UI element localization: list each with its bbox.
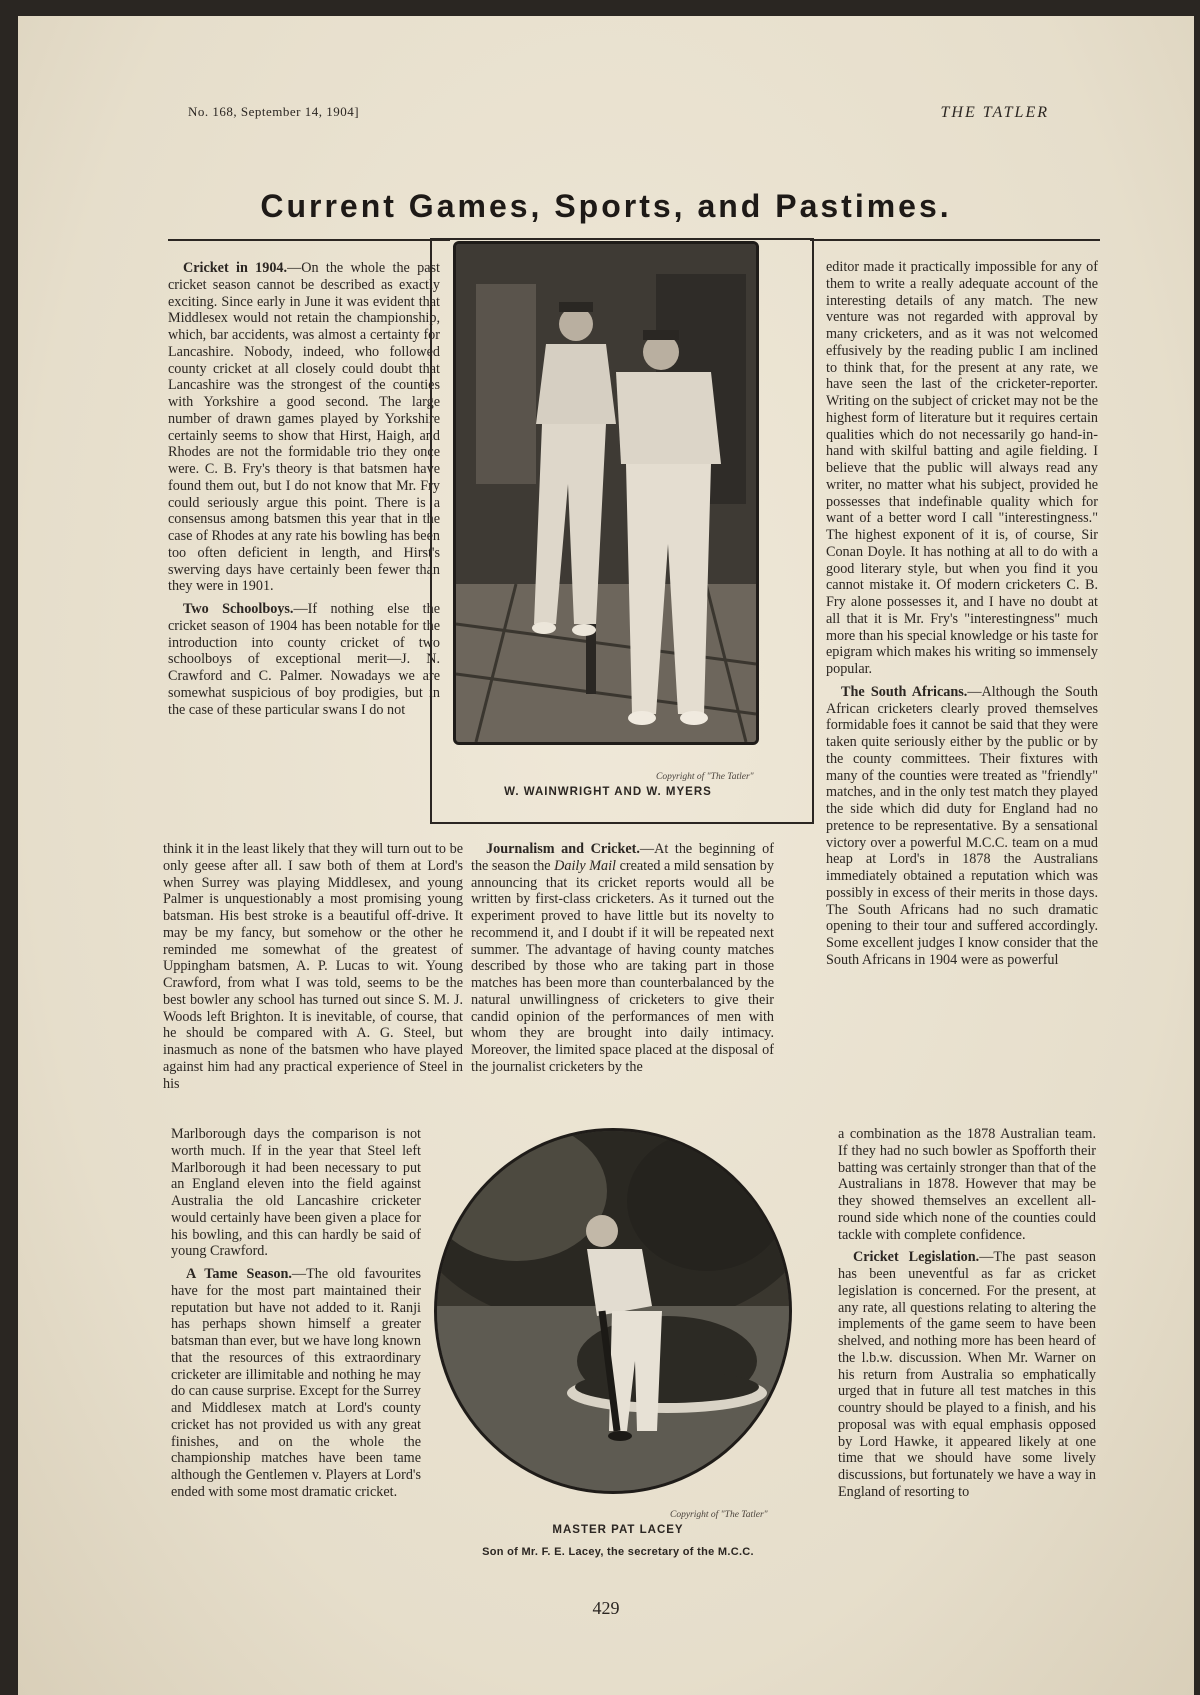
journalism-text-b: created a mild sensation by announcing that its cricket reports would all be written by first-class cricketers. As it turned out the experiment proved to have little but its novelty to recommend it, and I doubt if it will be repeated next summer. The advantage of having county matches described by those who are taking part in those matches has been more than counterbalanced by the natural unwillingness of cricketers to give their candid opinion of the performances of men with whom they are brought into daily intimacy. Moreover, the limited space placed at the disposal of the journalist cricketers by the — [471, 857, 774, 1075]
cricket-legislation-heading: Cricket Legislation. — [853, 1249, 980, 1266]
two-schoolboys-text: —If nothing else the cricket season of 1904 has been notable for the introduction into county cricket of two schoolboys of exceptional merit—J. N. Crawford and C. Palmer. Nowadays we are somewhat suspicious of boy prodigies, but in the case of these particular swans I do not — [168, 601, 440, 718]
two-schoolboys-conclusion: Marlborough days the comparison is not worth much. If in the year that Steel left Marlborough it had been necessary to put an England eleven into the field against Australia the old Lancashire cricketer would certainly have been given a place for his bowling, and this can hardly be said of young Crawford. — [171, 1126, 421, 1260]
two-schoolboys-continued: think it in the least likely that they will turn out to be only geese after all. I saw both of them at Lord's when Surrey was playing Middlesex, and young Palmer is unquestionably a most promising young batsman. His best stroke is a beautiful off-drive. It may be my fancy, but somehow or the other he reminded me somewhat of the greatest of Uppingham batsmen, A. P. Lucas to wit. Young Crawford, from what I was told, seems to be the best bowler any school has turned out since S. M. J. Woods left Brighton. It is inevitable, of course, that he should be compared with A. G. Steel, but inasmuch as none of the batsmen who have played against him had any practical experience of Steel in his — [163, 841, 463, 1092]
cricket-1904-text: —On the whole the past cricket season cannot be described as exactly exciting. Since early in June it was evident that Middlesex would not retain the championship, which, bar accidents, was almost a certainty for Lancashire. Nobody, indeed, who followed county cricket at all closely could doubt that Lancashire was the strongest of the counties with Yorkshire a good second. The large number of drawn games played by Yorkshire certainly seems to show that Hirst, Haigh, and Rhodes are not the formidable trio they once were. C. B. Fry's theory is that batsmen have found them out, but I do not know that Mr. Fry could seriously argue this point. There is a consensus among batsmen this year that in the case of Rhodes at any rate his bowling has been too often deficient in length, and Hirst's swerving days have certainly been fewer than they were in 1901. — [168, 260, 440, 595]
page-number: 429 — [592, 1598, 620, 1618]
magazine-page — [18, 16, 1194, 1695]
column3-upper — [826, 259, 1098, 975]
column2 — [471, 841, 774, 1082]
column3-rule — [810, 239, 1100, 241]
cricketers-illustration — [456, 244, 756, 742]
cricket-1904-heading: Cricket in 1904. — [183, 260, 288, 276]
column1-middle — [163, 841, 463, 1098]
tame-season-heading: A Tame Season. — [186, 1266, 292, 1282]
column1-lower — [171, 1126, 421, 1507]
photo2-caption: MASTER PAT LACEY — [552, 1524, 684, 1536]
south-africans-heading: The South Africans. — [841, 683, 968, 700]
two-schoolboys-heading: Two Schoolboys. — [183, 601, 294, 617]
page-title: Current Games, Sports, and Pastimes. — [260, 188, 952, 224]
cricket-legislation-text: —The past season has been uneventful as far as cricket legislation is concerned. For the present, at any rate, all questions relating to altering the implements of the game seem to have been shelved, and nothing more has been heard of the l.b.w. discussion. When Mr. Warner on his return from Australia so emphatically urged that in future all test matches in this country should be played to a finish, and his proposal was with equal emphasis opposed by Lord Hawke, it appeared likely at one time that we should have some lively discussions, but fortunately we have a way in England of resorting to — [838, 1249, 1096, 1500]
photo1-caption: W. WAINWRIGHT AND W. MYERS — [504, 786, 712, 798]
issue-line: No. 168, September 14, 1904] — [188, 104, 360, 119]
batsman-illustration — [437, 1131, 789, 1491]
south-africans-continued: a combination as the 1878 Australian team. If they had no such bowler as Spofforth their batting was certainly stronger than that of the Australians in 1878. However that may be they showed themselves an excellent all-round side which none of the counties could tackle with complete confidence. — [838, 1126, 1096, 1243]
tame-season-text: —The old favourites have for the most part maintained their reputation but have not added to it. Ranji has perhaps shown himself a greater batsman than ever, but we have long known that the resources of this extraordinary cricketer are illimitable and nothing he may do can cause surprise. Except for the Surrey and Middlesex match at Lord's county cricket has not provided us with any great finishes, and on the whole the championship matches have been tame although the Gentlemen v. Players at Lord's ended with some most dramatic cricket. — [171, 1266, 421, 1500]
journalism-heading: Journalism and Cricket. — [486, 841, 640, 857]
column3-lower — [838, 1126, 1096, 1507]
pat-lacey-photo — [434, 1128, 792, 1494]
cricketers-photo — [453, 241, 759, 745]
daily-mail-title: Daily Mail — [554, 857, 617, 874]
photo2-subcaption: Son of Mr. F. E. Lacey, the secretary of the M.C.C. — [482, 1546, 754, 1558]
magazine-name: THE TATLER — [940, 104, 1049, 121]
photo2-copyright: Copyright of "The Tatler" — [670, 1510, 768, 1520]
journalism-text-a: —At the beginning of the season the — [471, 841, 774, 874]
column1-upper — [168, 260, 440, 724]
column1-rule — [168, 239, 450, 241]
journalism-continued: editor made it practically impossible for any of them to write a really adequate account of the interesting details of any match. The new venture was not regarded with approval by many cricketers, and as it was not welcomed effusively by the reading public I am inclined to think that, for the present at any rate, we have seen the last of the cricketer-reporter. Writing on the subject of cricket may not be the highest form of literature but it requires certain qualities which do not necessarily go hand-in-hand with skilful batting and agile fielding. I believe that the public will always read any writer, no matter what his subject, provided he possesses that indefinable quality which for want of a better word I call "interestingness." The highest exponent of it is, of course, Sir Conan Doyle. It has nothing at all to do with a good literary style, but when you find it you cannot mistake it. Of modern cricketers C. B. Fry alone possesses it, and I have no doubt at all that it is Mr. Fry's "interestingness" much more than his special knowledge or his taste for epigram which makes his writing so immensely popular. — [826, 259, 1098, 677]
south-africans-text: —Although the South African cricketers clearly proved themselves formidable foes it cannot be said that they were taken quite seriously either by the public or by the county committees. Their fixtures with many of the counties were treated as "friendly" matches, and in the only test match they played the side which did duty for England had no pretence to be representative. By a sensational victory over a powerful M.C.C. team on a mud heap at Lord's in 1878 the Australians immediately obtained a reputation which was possibly in excess of their merits in those days. The South Africans had no such dramatic opening to their tour and suffered accordingly. Some excellent judges I know consider that the South Africans in 1904 were as powerful — [826, 683, 1098, 968]
photo1-copyright: Copyright of "The Tatler" — [656, 772, 754, 782]
